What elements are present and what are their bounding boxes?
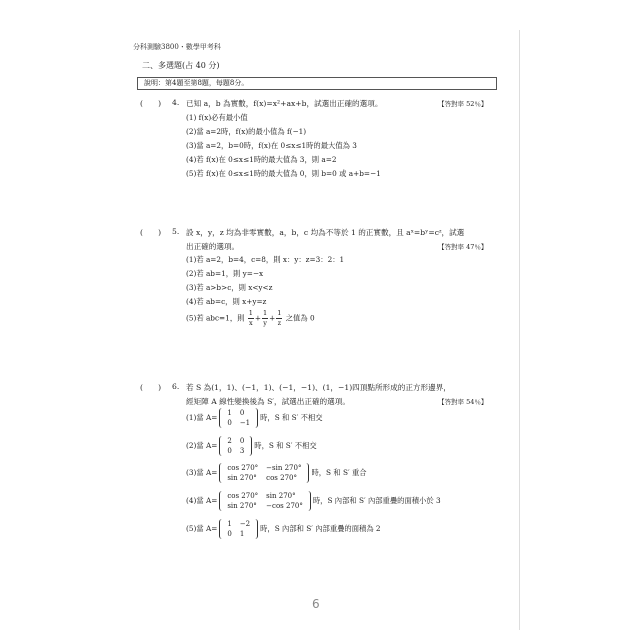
matrix: 1 −2 0 1 <box>219 519 258 539</box>
page-number: 6 <box>312 597 320 611</box>
page-header: 分科測驗3800・數學甲考科 <box>133 43 221 51</box>
fraction-1-over-x: $\frac{1}{x}$ <box>248 309 253 327</box>
question-text-line1: 設 x，y，z 均為非零實數，a，b，c 均為不等於 1 的正實數，且 aˣ=bʸ=cᶻ，試選 <box>186 228 465 237</box>
matrix: 1 0 0 −1 <box>219 408 258 428</box>
option-suffix: 時，S 內部和 S′ 內部重疊的面積小於 3 <box>312 496 441 505</box>
option-3 <box>186 463 367 483</box>
correct-rate: 【答對率 47％】 <box>438 243 488 251</box>
question-text: 已知 a，b 為實數，f(x)=x²+ax+b，試選出正確的選項。 <box>186 99 383 108</box>
option-1 <box>186 408 323 428</box>
instructions-box: 說明：第4題至第8題，每題8分。 <box>137 77 497 90</box>
option-suffix: 時，S 內部和 S′ 內部重疊的面積為 2 <box>260 524 381 533</box>
option-1: (1) f(x)必有最小值 <box>186 113 248 122</box>
matrix: cos 270° −sin 270° sin 270° cos 270° <box>219 463 309 483</box>
question-number: 6. <box>172 382 180 391</box>
option-2 <box>186 436 317 456</box>
plus-sign: + <box>254 313 262 323</box>
option-4 <box>186 491 441 511</box>
option-prefix: (2)當 A= <box>186 441 218 450</box>
option-5 <box>186 519 381 539</box>
option-5-suffix: 之值為 0 <box>285 313 315 323</box>
option-1: (1)若 a=2，b=4，c=8，則 x：y：z=3：2：1 <box>186 255 345 264</box>
correct-rate: 【答對率 52％】 <box>438 100 488 108</box>
option-3: (3)當 a=2，b=0時，f(x)在 0≤x≤1時的最大值為 3 <box>186 141 357 150</box>
question-number: 4. <box>172 98 180 107</box>
option-2: (2)當 a=2時，f(x)的最小值為 f(−1) <box>186 127 307 136</box>
fraction-1-over-y: $\frac{1}{y}$ <box>263 309 268 327</box>
answer-paren: ( ) <box>140 228 162 237</box>
answer-paren: ( ) <box>140 99 162 108</box>
section-title: 二、多選題(占 40 分) <box>142 61 220 70</box>
option-prefix: (1)當 A= <box>186 413 218 422</box>
option-prefix: (4)當 A= <box>186 496 218 505</box>
plus-sign: + <box>269 313 276 323</box>
option-5-prefix: (5)若 abc=1，則 <box>186 313 245 323</box>
option-3: (3)若 a>b>c，則 x<y<z <box>186 283 273 292</box>
option-5: (5)若 f(x)在 0≤x≤1時的最大值為 0，則 b=0 或 a+b=−1 <box>186 169 381 178</box>
matrix: cos 270° sin 270° sin 270° −cos 270° <box>219 491 311 511</box>
fraction-1-over-z: $\frac{1}{z}$ <box>277 309 282 327</box>
option-4: (4)若 ab=c，則 x+y=z <box>186 297 267 306</box>
question-number: 5. <box>172 227 180 236</box>
answer-paren: ( ) <box>140 383 162 392</box>
correct-rate: 【答對率 54％】 <box>438 398 488 406</box>
question-text-line1: 若 S 為(1，1)、(−1，1)、(−1，−1)、(1，−1)四頂點所形成的正方形邊界， <box>186 383 451 392</box>
option-5 <box>186 309 315 328</box>
option-suffix: 時，S 和 S′ 不相交 <box>254 441 317 450</box>
matrix: 2 0 0 3 <box>219 436 252 456</box>
question-text-line2: 出正確的選項。 <box>186 242 240 251</box>
option-prefix: (5)當 A= <box>186 524 218 533</box>
option-suffix: 時，S 和 S′ 重合 <box>311 468 367 477</box>
page-edge <box>120 30 520 630</box>
option-prefix: (3)當 A= <box>186 468 218 477</box>
question-text-line2: 經矩陣 A 線性變換後為 S′，試選出正確的選項。 <box>186 397 350 406</box>
option-2: (2)若 ab=1，則 y=−x <box>186 269 264 278</box>
option-4: (4)若 f(x)在 0≤x≤1時的最大值為 3，則 a=2 <box>186 155 337 164</box>
option-suffix: 時，S 和 S′ 不相交 <box>260 413 323 422</box>
